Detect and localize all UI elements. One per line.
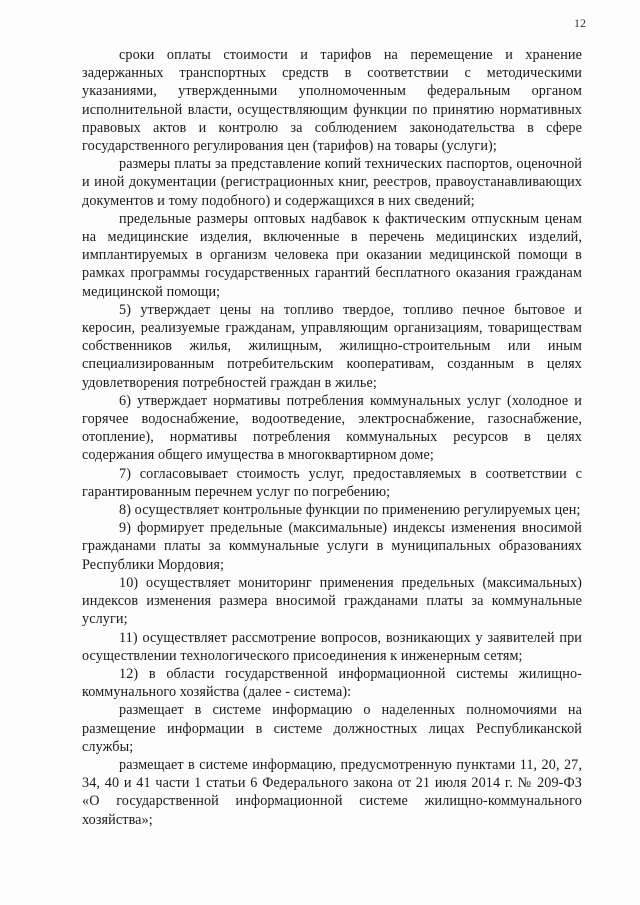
paragraph: 5) утверждает цены на топливо твердое, топливо печное бытовое и керосин, реализуемые гражданам, управляющим организациям, товариществам собственников жилья, жилищным, жилищно-строительным или иным специализированным потребительским кооперативам, созданным в целях удовлетворения потребностей граждан в жилье;: [82, 301, 582, 391]
paragraph: размещает в системе информацию, предусмотренную пунктами 11, 20, 27, 34, 40 и 41 части 1 статьи 6 Федерального закона от 21 июля 2014 г. № 209-ФЗ «О государственной информационной системе жилищно-коммунального хозяйства»;: [82, 756, 582, 828]
paragraph: 10) осуществляет мониторинг применения предельных (максимальных) индексов изменения размера вносимой гражданами платы за коммунальные услуги;: [82, 574, 582, 628]
paragraph: предельные размеры оптовых надбавок к фактическим отпускным ценам на медицинские изделия, включенные в перечень медицинских изделий, имплантируемых в организм человека при оказании медицинской помощи в рамках программы государственных гарантий бесплатного оказания гражданам медицинской помощи;: [82, 210, 582, 300]
paragraph: 7) согласовывает стоимость услуг, предоставляемых в соответствии с гарантированным перечнем услуг по погребению;: [82, 465, 582, 500]
paragraph: сроки оплаты стоимости и тарифов на перемещение и хранение задержанных транспортных средств в соответствии с методическими указаниями, утвержденными уполномоченным федеральным органом исполнительной власти, осуществляющим функции по принятию нормативных правовых актов и контролю за соблюдением законодательства в сфере государственного регулирования цен (тарифов) на товары (услуги);: [82, 47, 582, 155]
paragraph: размещает в системе информацию о наделенных полномочиями на размещение информации в системе должностных лицах Республиканской службы;: [82, 702, 582, 755]
paragraph: 11) осуществляет рассмотрение вопросов, возникающих у заявителей при осуществлении технологического присоединения к инженерным сетям;: [82, 629, 582, 664]
paragraph: 6) утверждает нормативы потребления коммунальных услуг (холодное и горячее водоснабжение, водоотведение, электроснабжение, газоснабжение, отопление), нормативы потребления коммунальных ресурсов в целях содержания общего имущества в многоквартирном доме;: [82, 392, 582, 464]
document-body: [82, 46, 582, 829]
paragraph: 9) формирует предельные (максимальные) индексы изменения вносимой гражданами платы за коммунальные услуги в муниципальных образованиях Республики Мордовия;: [82, 520, 582, 573]
page-number: 12: [574, 16, 586, 30]
paragraph: 12) в области государственной информационной системы жилищно-коммунального хозяйства (далее - система):: [82, 665, 582, 701]
paragraph: 8) осуществляет контрольные функции по применению регулируемых цен;: [119, 502, 581, 519]
paragraph: размеры платы за представление копий технических паспортов, оценочной и иной документации (регистрационных книг, реестров, правоустанавливающих документов и тому подобного) и содержащихся в них сведений;: [82, 156, 582, 209]
